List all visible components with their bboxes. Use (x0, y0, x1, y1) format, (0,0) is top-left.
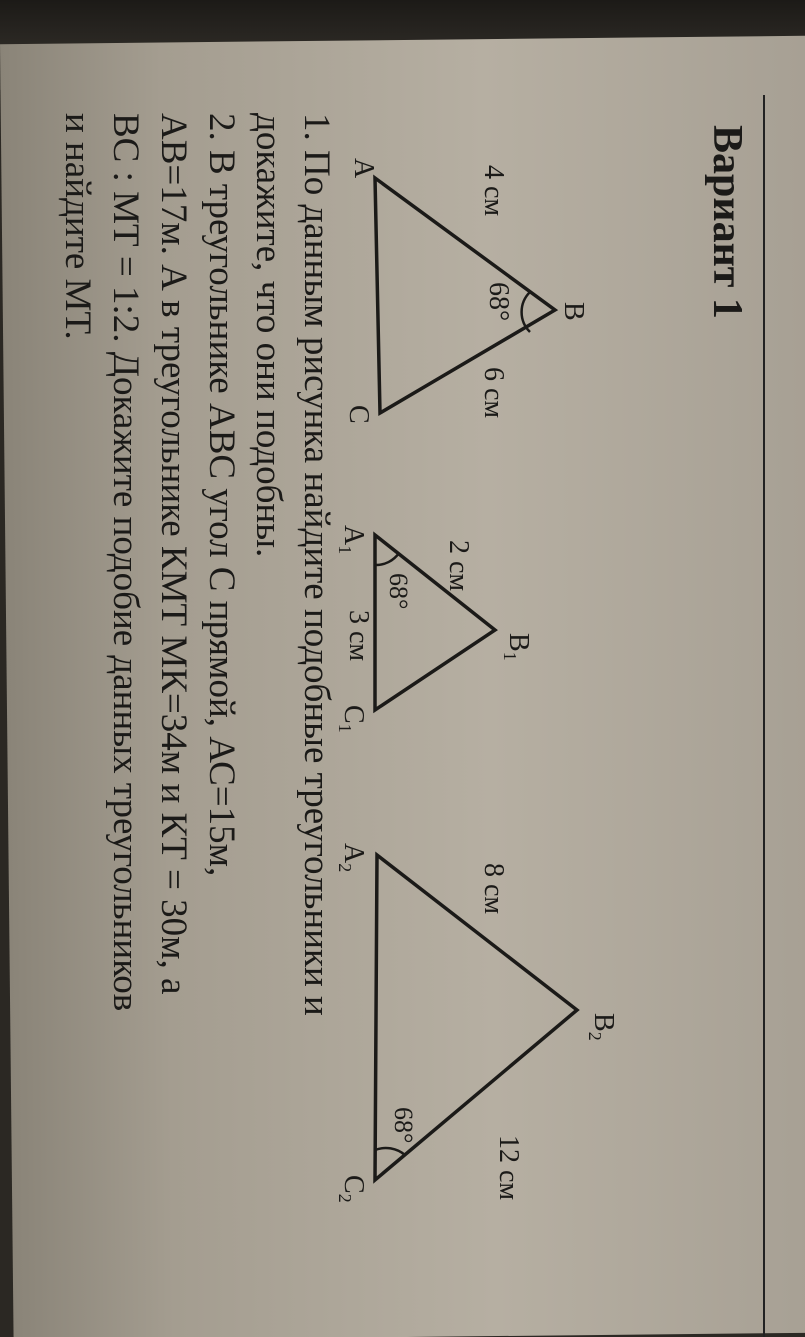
vertex-a-label: A (348, 158, 379, 179)
task-2-line-4: и найдите МТ. (57, 113, 98, 340)
task-1-line-2: докажите, что они подобны. (248, 113, 289, 558)
vertex-c2-label: $C_2$ (335, 1175, 369, 1203)
vertex-a2-label: $A_2$ (335, 843, 369, 873)
vertex-c1-label: $C_1$ (335, 705, 369, 733)
vertex-b1-label: $B_1$ (500, 633, 534, 661)
task-2-line-1: 2. В треугольнике АВС угол С прямой, АС=15м, (201, 113, 242, 877)
angle-c2-label: 68° (389, 1107, 418, 1144)
task-2-line-3: ВС : МТ = 1:2. Докажите подобие данных треугольников (105, 113, 146, 1012)
task-1 (244, 113, 340, 1333)
triangle-abc (343, 158, 589, 424)
angle-b-label: 68° (483, 282, 514, 322)
side-a1b1-label: 2 см (443, 540, 474, 592)
vertex-b2-label: $B_2$ (585, 1013, 619, 1041)
task-1-line-1: 1. По данным рисунка найдите подобные треугольники и (296, 113, 337, 1016)
triangle-a1b1c1-outline (375, 535, 495, 710)
worksheet (5, 95, 765, 1337)
angle-a1-label: 68° (384, 573, 413, 610)
side-b2c2-label: 12 см (493, 1135, 524, 1201)
side-bc-label: 6 см (478, 367, 509, 419)
side-a1c1-label: 3 см (343, 610, 374, 662)
triangle-a1b1c1 (335, 525, 534, 733)
side-a2b2-label: 8 см (478, 863, 509, 915)
vertex-c-label: C (343, 405, 374, 424)
triangle-a2b2c2 (335, 843, 619, 1203)
figures-area (335, 95, 695, 1337)
vertex-b-label: B (558, 302, 589, 321)
angle-c2-arc (375, 1148, 405, 1155)
task-2-line-2: АВ=17м. А в треугольнике КМТ МК=34м и КТ = 30м, а (153, 113, 194, 995)
page-title: Вариант 1 (704, 125, 750, 319)
side-ab-label: 4 см (478, 165, 509, 217)
frame-line (763, 95, 765, 1337)
angle-a1-arc (375, 553, 399, 565)
vertex-a1-label: $A_1$ (335, 525, 369, 555)
task-2 (53, 113, 245, 1333)
